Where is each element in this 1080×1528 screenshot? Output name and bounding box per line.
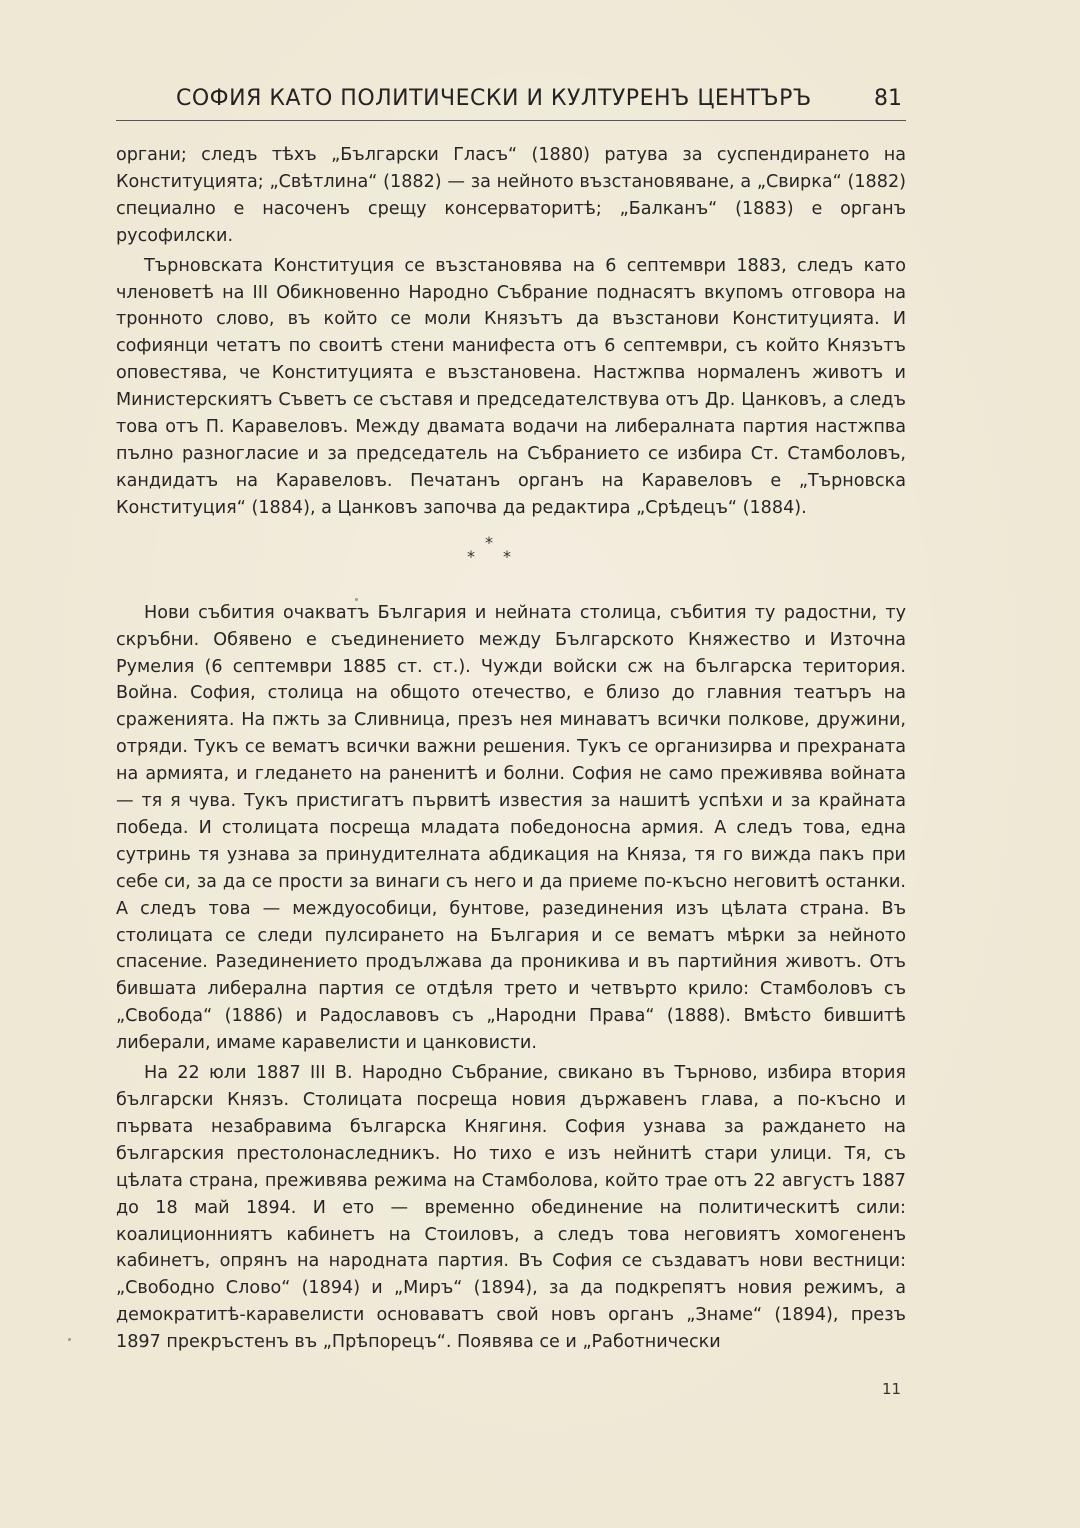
asterism-top-star: * (485, 532, 493, 552)
paragraph-1: органи; следъ тѣхъ „Български Гласъ“ (1880) ратува за суспендирането на Конституцията; „Свѣтлина“ (1882) — за нейното възстановяване, а „Свирка“ (1882) специално е насоченъ срещу консерваторитѣ; „Балканъ“ (1883) е органъ русофилски. (116, 145, 906, 246)
section-break-asterism (116, 530, 906, 574)
paragraph-3: Нови събития очакватъ България и нейната столица, събития ту радостни, ту скръбни. Обявено е съединението между Българското Княжество и Източна Румелия (6 септември 1885 ст. ст.). Чужди войски сж на българска територия. Война. София, столица на общото отечество, е близо до главния театъръ на сраженията. На пжть за Сливница, презъ нея минаватъ всички полкове, дружини, отряди. Тукъ се вематъ всички важни решения. Тукъ се организирва и прехраната на армията, и гледането на раненитѣ и болни. София не само преживява войната — тя я чува. Тукъ пристигатъ първитѣ известия за нашитѣ успѣхи и за крайната победа. И столицата посреща младата победоносна армия. А следъ това, една сутринь тя узнава за принудителната абдикация на Княза, тя го вижда пакъ при себе си, за да се прости за винаги съ него и да приеме по-късно неговитѣ останки. А следъ това — междуособици, бунтове, разединения изъ цѣлата страна. Въ столицата се следи пулсирането на България и се вематъ мѣрки за нейното спасение. Разединението продължава да проникива и въ партийния животъ. Отъ бившата либерална партия се отдѣля трето и четвърто крило: Стамболовъ съ „Свобода“ (1886) и Радославовъ съ „Народни Права“ (1888). Вмѣсто бившитѣ либерали, имаме каравелисти и цанковисти. (116, 602, 906, 1054)
running-head (0, 86, 1080, 120)
paragraph-2: Търновската Конституция се възстановява на 6 септември 1883, следъ като членоветѣ на III Обикновенно Народно Събрание поднасятъ вкупомъ отговора на тронното слово, въ който се моли Князътъ да възстанови Конституцията. И софиянци четатъ по своитѣ стени манифеста отъ 6 септември, съ който Князътъ оповестява, че Конституцията е възстановена. Настжпва нормаленъ животъ и Министерскиятъ Съветъ се съставя и председателствува отъ Др. Цанковъ, а следъ това отъ П. Каравеловъ. Между двамата водачи на либералната партия настжпва пълно разногласие и за председатель на Събранието се избира Ст. Стамболовъ, кандидатъ на Каравеловъ. Печатанъ органъ на Каравеловъ е „Търновска Конституция“ (1884), а Цанковъ започва да редактира „Срѣдецъ“ (1884). (116, 255, 906, 518)
body-text (116, 142, 906, 1356)
paper-speck (68, 1338, 71, 1341)
header-rule (116, 120, 906, 121)
asterism-right-star: * (503, 546, 511, 566)
asterism-left-star: * (467, 546, 475, 566)
paragraph-4: На 22 юли 1887 III В. Народно Събрание, свикано въ Търново, избира втория български Князъ. Столицата посреща новия държавенъ глава, а по-късно и първата незабравима българска Княгиня. София узнава за раждането на българския престолонаследникъ. Но тихо е изъ нейнитѣ стари улици. Тя, съ цѣлата страна, преживява режима на Стамболова, който трае отъ 22 августъ 1887 до 18 май 1894. И ето — временно обединение на политическитѣ сили: коалиционниятъ кабинетъ на Стоиловъ, а следъ това неговиятъ хомогененъ кабинетъ, опрянъ на народната партия. Въ София се създаватъ нови вестници: „Свободно Слово“ (1894) и „Миръ“ (1894), за да подкрепятъ новия режимъ, а демократитѣ-каравелисти основаватъ свой новъ органъ „Знаме“ (1894), презъ 1897 прекръстенъ въ „Прѣпорецъ“. Появява се и „Работнически (116, 1063, 906, 1353)
page-number: 81 (874, 86, 902, 111)
running-title: СОФИЯ КАТО ПОЛИТИЧЕСКИ И КУЛТУРЕНЪ ЦЕНТЪРЪ (176, 86, 812, 111)
paper-speck (355, 598, 358, 601)
signature-mark: 11 (882, 1380, 902, 1398)
